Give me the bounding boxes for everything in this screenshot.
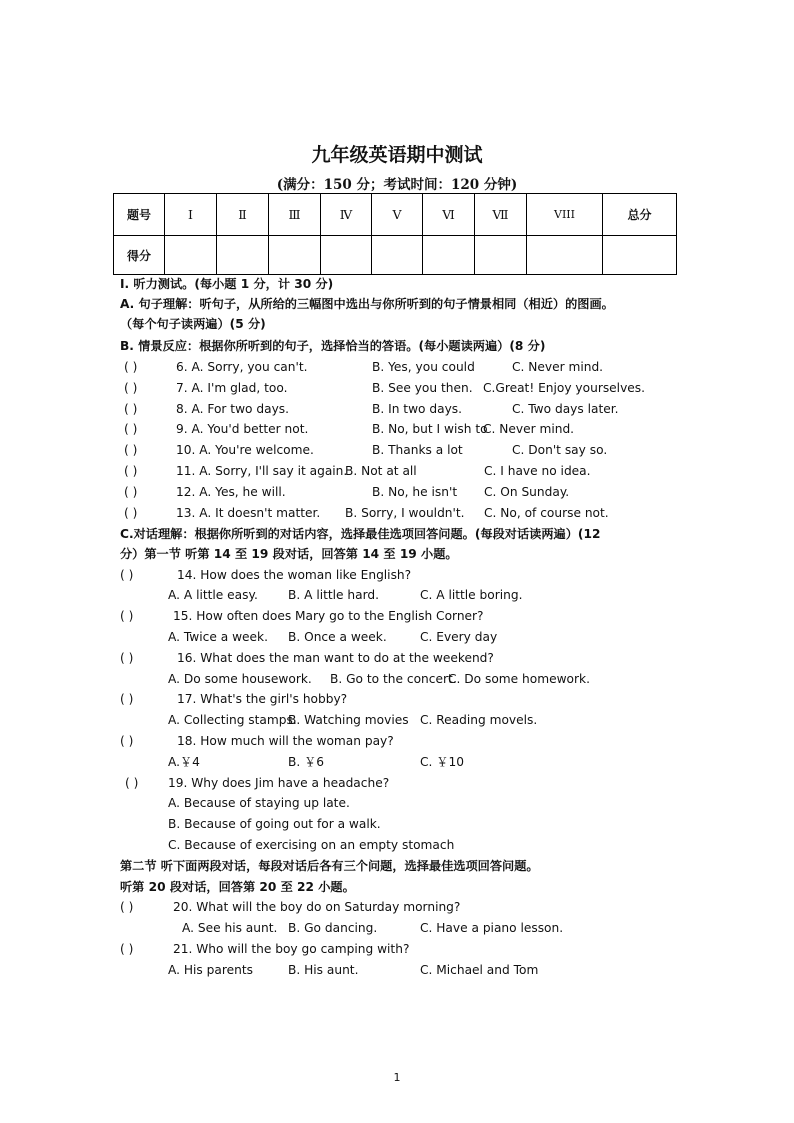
- section-heading: I. 听力测试。(每小题 1 分，计 30 分): [120, 277, 334, 291]
- option-a: A. His parents: [168, 963, 253, 977]
- part-c-instruction: C.对话理解：根据你所听到的对话内容，选择最佳选项回答问题。(每段对话读两遍）(12: [120, 527, 601, 541]
- option-c: C. Don't say so.: [512, 443, 608, 457]
- answer-blank[interactable]: ( ): [120, 609, 134, 623]
- option-a: A. See his aunt.: [182, 921, 278, 935]
- question-text: 20. What will the boy do on Saturday morning?: [173, 900, 461, 914]
- answer-blank[interactable]: ( ): [124, 402, 138, 416]
- answer-blank[interactable]: ( ): [120, 651, 134, 665]
- answer-blank[interactable]: ( ): [124, 506, 138, 520]
- question-text: 9. A. You'd better not.: [176, 422, 309, 436]
- page-subtitle: (满分：150 分；考试时间：120 分钟): [276, 177, 518, 193]
- question-text: 15. How often does Mary go to the English Corner?: [173, 609, 484, 623]
- score-input-cell[interactable]: [269, 236, 321, 275]
- option-b: B. Thanks a lot: [372, 443, 463, 457]
- part-c-instruction: 分）第一节 听第 14 至 19 段对话，回答第 14 至 19 小题。: [120, 547, 458, 561]
- question-text: 18. How much will the woman pay?: [177, 734, 394, 748]
- option-a: A. Twice a week.: [168, 630, 268, 644]
- question-text: 12. A. Yes, he will.: [176, 485, 286, 499]
- score-table-cell: Ⅱ: [217, 194, 269, 236]
- answer-blank[interactable]: ( ): [124, 464, 138, 478]
- answer-blank[interactable]: ( ): [124, 381, 138, 395]
- option-c: C. Two days later.: [512, 402, 619, 416]
- option-c: C. Never mind.: [512, 360, 604, 374]
- question-text: 17. What's the girl's hobby?: [177, 692, 348, 706]
- option-b: B. Once a week.: [288, 630, 387, 644]
- option-b: B. Go to the concert.: [330, 672, 457, 686]
- option-b: B. Sorry, I wouldn't.: [345, 506, 465, 520]
- option-c: C. Do some homework.: [448, 672, 590, 686]
- answer-blank[interactable]: ( ): [124, 443, 138, 457]
- option-a: A. A little easy.: [168, 588, 258, 602]
- question-text: 10. A. You're welcome.: [176, 443, 314, 457]
- question-text: 6. A. Sorry, you can't.: [176, 360, 308, 374]
- option-c: C. Every day: [420, 630, 498, 644]
- part-b-instruction: B. 情景反应：根据你所听到的句子，选择恰当的答语。(每小题读两遍）(8 分): [120, 339, 546, 353]
- option-a: A. Collecting stamps.: [168, 713, 297, 727]
- option-a: A. Do some housework.: [168, 672, 312, 686]
- score-table-cell: 题号: [114, 194, 165, 236]
- score-input-cell[interactable]: [423, 236, 475, 275]
- page-title: 九年级英语期中测试: [311, 144, 483, 166]
- option-c: C. Because of exercising on an empty stomach: [168, 838, 455, 852]
- score-input-cell[interactable]: [372, 236, 423, 275]
- part-a-instruction: A. 句子理解：听句子，从所给的三幅图中选出与你所听到的句子情景相同（相近）的图画。: [120, 297, 614, 311]
- option-c: C. Never mind.: [483, 422, 575, 436]
- score-table-cell: Ⅵ: [423, 194, 475, 236]
- question-text: 13. A. It doesn't matter.: [176, 506, 321, 520]
- score-table-cell: Ⅴ: [372, 194, 423, 236]
- score-table-cell: 得分: [114, 236, 165, 275]
- option-b: B. His aunt.: [288, 963, 359, 977]
- option-b: B. Not at all: [345, 464, 417, 478]
- score-table-cell: 总分: [603, 194, 677, 236]
- answer-blank[interactable]: ( ): [120, 692, 134, 706]
- answer-blank[interactable]: ( ): [120, 568, 134, 582]
- section-two-instruction: 第二节 听下面两段对话，每段对话后各有三个问题，选择最佳选项回答问题。: [120, 859, 539, 873]
- score-table-score-row: [114, 236, 677, 275]
- option-a: A.￥4: [168, 755, 200, 769]
- score-input-cell[interactable]: [603, 236, 677, 275]
- option-c: C. No, of course not.: [484, 506, 609, 520]
- score-table-cell: VIII: [527, 194, 603, 236]
- score-table-cell: Ⅲ: [269, 194, 321, 236]
- score-table: [113, 193, 677, 275]
- option-b: B. See you then.: [372, 381, 473, 395]
- answer-blank[interactable]: ( ): [120, 900, 134, 914]
- option-c: C. I have no idea.: [484, 464, 591, 478]
- answer-blank[interactable]: ( ): [125, 776, 139, 790]
- option-b: B. Yes, you could: [372, 360, 475, 374]
- answer-blank[interactable]: ( ): [120, 942, 134, 956]
- score-input-cell[interactable]: [527, 236, 603, 275]
- question-text: 19. Why does Jim have a headache?: [168, 776, 390, 790]
- option-b: B. No, but I wish to: [372, 422, 488, 436]
- score-table-cell: Ⅰ: [165, 194, 217, 236]
- option-b: B. Watching movies: [288, 713, 409, 727]
- option-c: C. Have a piano lesson.: [420, 921, 564, 935]
- option-c: C. ￥10: [420, 755, 464, 769]
- option-b: B. No, he isn't: [372, 485, 458, 499]
- option-b: B. A little hard.: [288, 588, 380, 602]
- score-input-cell[interactable]: [475, 236, 527, 275]
- question-text: 11. A. Sorry, I'll say it again.: [176, 464, 348, 478]
- question-text: 21. Who will the boy go camping with?: [173, 942, 410, 956]
- question-text: 16. What does the man want to do at the weekend?: [177, 651, 494, 665]
- option-c: C. Michael and Tom: [420, 963, 539, 977]
- score-table-cell: Ⅶ: [475, 194, 527, 236]
- score-table-header-row: [114, 194, 677, 236]
- option-c: C. Reading movels.: [420, 713, 538, 727]
- score-input-cell[interactable]: [165, 236, 217, 275]
- option-b: B. Go dancing.: [288, 921, 378, 935]
- score-table-cell: Ⅳ: [321, 194, 372, 236]
- page-number: 1: [393, 1071, 401, 1084]
- option-b: B. In two days.: [372, 402, 463, 416]
- score-input-cell[interactable]: [217, 236, 269, 275]
- answer-blank[interactable]: ( ): [124, 485, 138, 499]
- option-c: C. On Sunday.: [484, 485, 570, 499]
- question-text: 7. A. I'm glad, too.: [176, 381, 288, 395]
- question-text: 14. How does the woman like English?: [177, 568, 412, 582]
- option-b: B. ￥6: [288, 755, 325, 769]
- question-text: 8. A. For two days.: [176, 402, 290, 416]
- option-c: C.Great! Enjoy yourselves.: [483, 381, 646, 395]
- score-input-cell[interactable]: [321, 236, 372, 275]
- section-two-instruction: 听第 20 段对话，回答第 20 至 22 小题。: [120, 880, 355, 894]
- option-b: B. Because of going out for a walk.: [168, 817, 381, 831]
- part-a-instruction: （每个句子读两遍）(5 分): [120, 317, 266, 331]
- answer-blank[interactable]: ( ): [124, 422, 138, 436]
- option-c: C. A little boring.: [420, 588, 523, 602]
- answer-blank[interactable]: ( ): [124, 360, 138, 374]
- answer-blank[interactable]: ( ): [120, 734, 134, 748]
- option-a: A. Because of staying up late.: [168, 796, 350, 810]
